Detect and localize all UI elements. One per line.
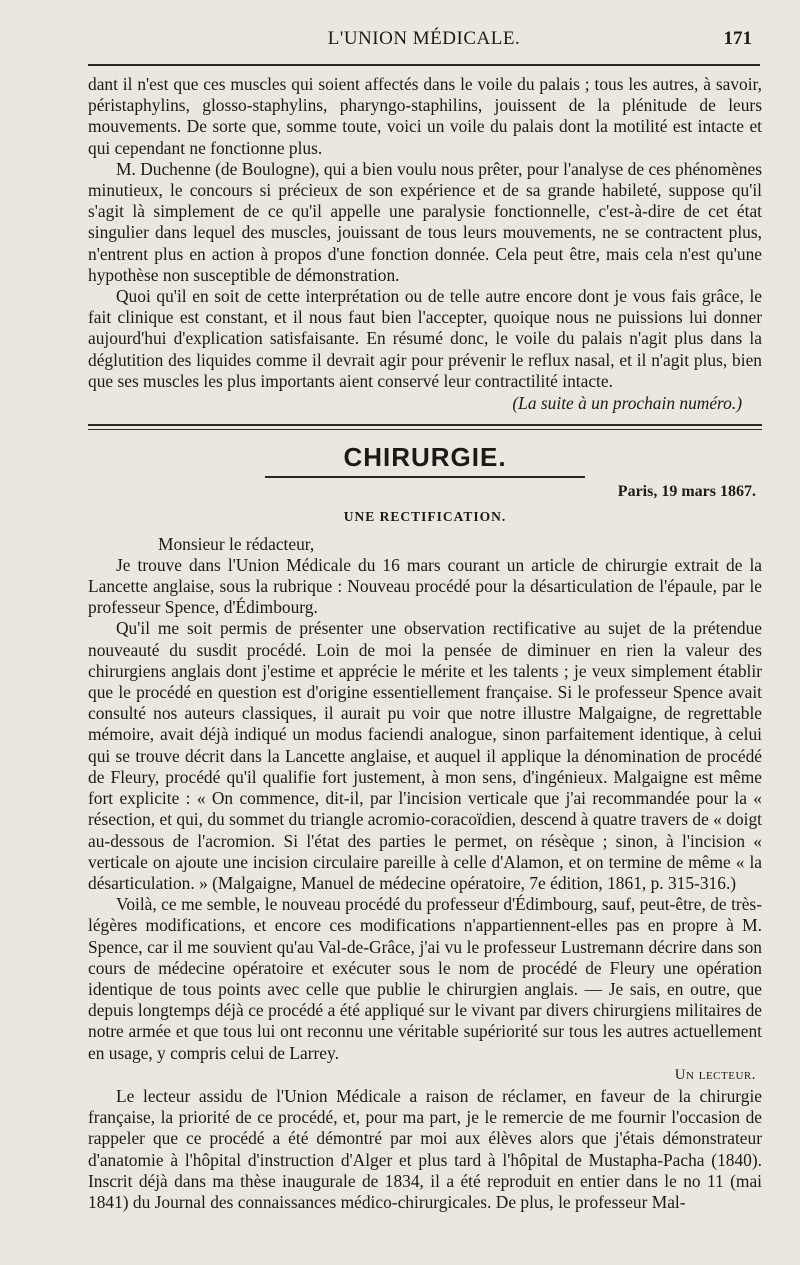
paragraph: Je trouve dans l'Union Médicale du 16 mars courant un article de chirurgie extrait de la Lancette anglaise, sous la rubrique : Nouveau procédé pour la désarticulation de l'épaule, par le professeur Spence, d'Édimbourg.: [88, 554, 762, 618]
page-header: [88, 28, 760, 58]
header-rule: [88, 64, 760, 66]
paragraph: Quoi qu'il en soit de cette interprétation ou de telle autre encore dont je vous fais grâce, le fait clinique est constant, et il nous faut bien l'accepter, quoique nous ne puissions lui donner aujourd'hui d'explication satisfaisante. En résumé donc, le voile du palais n'agit plus dans la déglutition des liquides comme il devrait agir pour prévenir le reflux nasal, et il n'agit plus, bien que ses muscles les plus importants aient conservé leur contractilité intacte.: [88, 286, 762, 391]
section-divider: [88, 424, 762, 430]
page-number: 171: [723, 28, 752, 49]
salutation: Monsieur le rédacteur,: [158, 533, 315, 554]
title-rule: [265, 476, 585, 478]
paragraph: Voilà, ce me semble, le nouveau procédé du professeur d'Édimbourg, sauf, peut-être, de très-légères modifications, et encore ces modifications n'appartiennent-elles pas en propre à M. Spence, car il me souvient qu'au Val-de-Grâce, j'ai vu le professeur Lustremann décrire dans son cours de médecine opératoire et exécuter sous le nom de procédé de Fleury une opération identique de tous points avec celle que publie le chirurgien anglais. — Je sais, en outre, que depuis longtemps déjà ce procédé a été appliqué sur le vivant par divers chirurgiens militaires de notre armée et que tous lui ont reconnu une véritable supériorité sur tous les autres actuellement en usage, y compris celui de Larrey.: [88, 894, 762, 1063]
dateline: Paris, 19 mars 1867.: [617, 483, 756, 501]
page-body: [88, 74, 762, 1213]
continuation-note: (La suite à un prochain numéro.): [512, 393, 742, 414]
paragraph: Qu'il me soit permis de présenter une observation rectificative au sujet de la prétendue nouveauté du susdit procédé. Loin de moi la pensée de diminuer en rien la valeur des chirurgiens anglais dont j'estime et apprécie le mérite et les talents ; je veux simplement établir que le procédé en question est d'origine essentiellement française. Si le professeur Spence avait consulté nos auteurs classiques, il aurait pu voir que notre illustre Malgaigne, de regrettable mémoire, avait déjà indiqué un modus faciendi analogue, sinon parfaitement identique, à celui qui se trouve décrit dans la Lancette anglaise, et auquel il applique la dénomination de procédé de Fleury, procédé qu'il qualifie fort justement, à mon sens, d'ingénieux. Malgaigne est même fort explicite : « On commence, dit-il, par l'incision verticale que j'ai recommandée pour la « résection, et qui, du sommet du triangle acromio-coracoïdien, descend à quatre travers de « doigt au-dessous de l'acromion. Si l'état des parties le permet, on résèque ; sinon, à l'incision « verticale on ajoute une incision circulaire pareille à celle d'Alamon, et on termine de même « la désarticulation. » (Malgaigne, Manuel de médecine opératoire, 7e édition, 1861, p. 315-316.): [88, 618, 762, 893]
running-title: L'UNION MÉDICALE.: [327, 28, 521, 49]
article-title: UNE RECTIFICATION.: [343, 509, 507, 525]
editor-reply: Le lecteur assidu de l'Union Médicale a raison de réclamer, en faveur de la chirurgie française, la priorité de ce procédé, et, pour ma part, je le remercie de me fournir l'occasion de rappeler que ce procédé a été démontré par moi aux élèves alors que j'étais démonstrateur d'anatomie à l'hôpital d'instruction d'Alger et plus tard à l'hôpital de Mustapha-Pacha (1840). Inscrit déjà dans ma thèse inaugurale de 1834, il a été reproduit en entier dans le no 11 (mai 1841) du Journal des connaissances médico-chirurgicales. De plus, le professeur Mal-: [88, 1085, 762, 1212]
section-title: CHIRURGIE.: [343, 442, 507, 473]
paragraph: dant il n'est que ces muscles qui soient affectés dans le voile du palais ; tous les autres, à savoir, péristaphylins, glosso-staphylins, pharyngo-staphilins, jouissent de la plénitude de leurs mouvements. De sorte que, somme toute, voici un voile du palais dont la motilité est intacte et qui cependant ne fonctionne plus.: [88, 74, 762, 158]
signature: Un lecteur.: [674, 1066, 756, 1083]
paragraph: M. Duchenne (de Boulogne), qui a bien voulu nous prêter, pour l'analyse de ces phénomènes minutieux, le concours si précieux de son expérience et de sa grande habileté, suppose qu'il s'agit là simplement de ce qu'il appelle une paralysie fonctionnelle, c'est-à-dire de cet état singulier dans lequel des muscles, jouissant de tous leurs mouvements, ne se contractent plus, n'entrent plus en action à propos d'une fonction donnée. Cela peut être, mais cela n'est qu'une hypothèse non susceptible de démonstration.: [88, 158, 762, 285]
